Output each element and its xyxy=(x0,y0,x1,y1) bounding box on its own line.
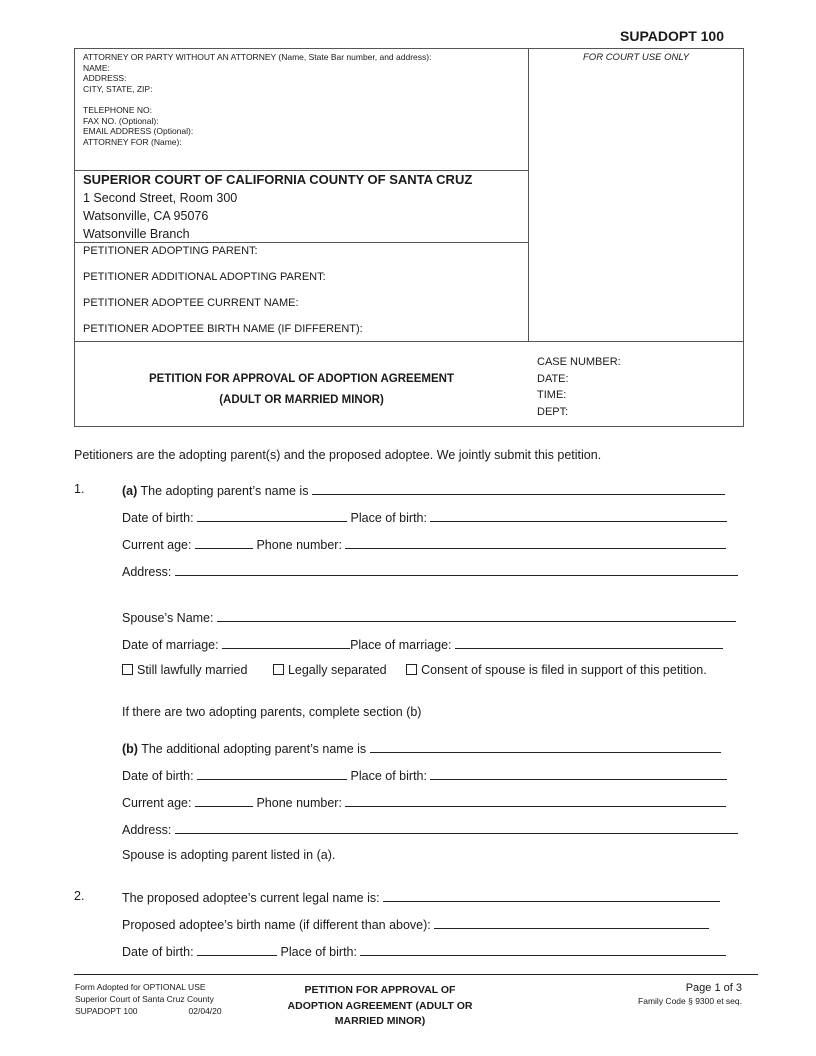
footer-court: Superior Court of Santa Cruz County xyxy=(75,994,214,1004)
dob-label: Date of birth: xyxy=(122,769,194,783)
dob-label: Date of birth: xyxy=(122,945,194,959)
footer-title xyxy=(280,983,480,1030)
attorney-address: ADDRESS: xyxy=(83,73,127,84)
case-title-line: PETITION FOR APPROVAL OF ADOPTION AGREEMENT xyxy=(149,373,454,385)
address-line[interactable] xyxy=(175,821,738,834)
case-title-subline: (ADULT OR MARRIED MINOR) xyxy=(219,394,384,406)
dob-label: Date of birth: xyxy=(122,511,194,525)
age-line[interactable] xyxy=(195,794,253,807)
field-age-phone-b[interactable] xyxy=(122,794,726,810)
place-marriage-line[interactable] xyxy=(455,636,723,649)
dob-line[interactable] xyxy=(197,767,347,780)
case-title xyxy=(75,369,528,411)
case-info xyxy=(537,354,621,420)
field-age-phone-a[interactable] xyxy=(122,536,726,552)
spouse-name-label: Spouse’s Name: xyxy=(122,611,214,625)
adoptee-birth-name-line[interactable] xyxy=(434,916,709,929)
attorney-email: EMAIL ADDRESS (Optional): xyxy=(83,126,194,137)
pob-label: Place of birth: xyxy=(280,945,357,959)
footer-title-line: MARRIED MINOR) xyxy=(334,1015,426,1027)
field-marriage[interactable] xyxy=(122,636,723,652)
attorney-city: CITY, STATE, ZIP: xyxy=(83,83,153,94)
spouse-note: Spouse is adopting parent listed in (a). xyxy=(122,848,336,862)
checkbox-label: Legally separated xyxy=(287,663,387,677)
footer-form-id: SUPADOPT 100 xyxy=(75,1006,138,1016)
pob-label: Place of birth: xyxy=(350,511,427,525)
court-address-line: Watsonville, CA 95076 xyxy=(83,209,209,223)
field-adopting-parent-name[interactable] xyxy=(122,482,725,498)
dept-label: DEPT: xyxy=(537,405,569,418)
checkbox-label: Still lawfully married xyxy=(137,663,248,677)
checkbox-icon xyxy=(406,664,417,675)
parties-block xyxy=(83,245,363,349)
adoptee-current-name-label: The proposed adoptee’s current legal name is: xyxy=(122,891,380,905)
field-address-a[interactable] xyxy=(122,563,738,579)
date-marriage-label: Date of marriage: xyxy=(122,638,219,652)
form-id: SUPADOPT 100 xyxy=(620,28,724,44)
field-dob-pob-a[interactable] xyxy=(122,509,727,525)
field-spouse-name[interactable] xyxy=(122,609,736,625)
attorney-fax: FAX NO. (Optional): xyxy=(83,115,159,126)
footer-right xyxy=(638,981,742,1007)
adopting-parent-name-label: The adopting parent’s name is xyxy=(140,484,309,498)
phone-label: Phone number: xyxy=(256,796,342,810)
phone-line[interactable] xyxy=(345,536,726,549)
pob-line[interactable] xyxy=(430,509,727,522)
attorney-header: ATTORNEY OR PARTY WITHOUT AN ATTORNEY (Name, State Bar number, and address): xyxy=(83,52,432,62)
phone-line[interactable] xyxy=(345,794,726,807)
age-line[interactable] xyxy=(195,536,253,549)
age-label: Current age: xyxy=(122,796,192,810)
adoptee-current-name-line[interactable] xyxy=(383,889,720,902)
field-adoptee-birth-name[interactable] xyxy=(122,916,709,932)
attorney-telephone: TELEPHONE NO: xyxy=(83,104,152,115)
footer-form-date: 02/04/20 xyxy=(188,1006,222,1016)
checkbox-icon xyxy=(122,664,133,675)
court-block xyxy=(83,171,472,243)
caption-box xyxy=(74,48,744,427)
address-line[interactable] xyxy=(175,563,738,576)
field-additional-parent-name[interactable] xyxy=(122,740,721,756)
section-2-number: 2. xyxy=(74,889,85,903)
date-marriage-line[interactable] xyxy=(222,636,350,649)
party-adoptee-birth: PETITIONER ADOPTEE BIRTH NAME (IF DIFFERENT): xyxy=(83,323,363,335)
intro-text: Petitioners are the adopting parent(s) and the proposed adoptee. We jointly submit this petition. xyxy=(74,448,602,462)
spouse-name-line[interactable] xyxy=(217,609,736,622)
checkbox-label: Consent of spouse is filed in support of this petition. xyxy=(421,663,707,677)
additional-parent-name-label: The additional adopting parent’s name is xyxy=(141,742,367,756)
adoptee-birth-name-label: Proposed adoptee’s birth name (if different than above): xyxy=(122,918,431,932)
field-adoptee-current-name[interactable] xyxy=(122,889,720,905)
party-adoptee-current: PETITIONER ADOPTEE CURRENT NAME: xyxy=(83,297,299,309)
field-address-b[interactable] xyxy=(122,821,738,837)
age-label: Current age: xyxy=(122,538,192,552)
date-label: DATE: xyxy=(537,372,569,385)
place-marriage-label: Place of marriage: xyxy=(350,638,452,652)
adopting-parent-name-line[interactable] xyxy=(312,482,725,495)
court-branch: Watsonville Branch xyxy=(83,227,190,241)
field-adoptee-dob-pob[interactable] xyxy=(122,943,726,959)
dob-line[interactable] xyxy=(197,943,277,956)
checkbox-still-married[interactable] xyxy=(122,663,247,677)
address-label: Address: xyxy=(122,565,172,579)
pob-label: Place of birth: xyxy=(350,769,427,783)
field-dob-pob-b[interactable] xyxy=(122,767,727,783)
dob-line[interactable] xyxy=(197,509,347,522)
checkbox-spouse-consent[interactable] xyxy=(406,663,707,677)
family-code-ref: Family Code § 9300 et seq. xyxy=(638,996,742,1006)
attorney-block xyxy=(83,52,431,147)
phone-label: Phone number: xyxy=(256,538,342,552)
case-number-label: CASE NUMBER: xyxy=(537,356,621,368)
attorney-name: NAME: xyxy=(83,62,110,73)
checkbox-icon xyxy=(273,664,284,675)
section-1-number: 1. xyxy=(74,482,85,496)
additional-parent-name-line[interactable] xyxy=(370,740,721,753)
attorney-for: ATTORNEY FOR (Name): xyxy=(83,136,182,147)
footer-left xyxy=(75,981,222,1017)
marital-status-checkboxes xyxy=(122,663,707,677)
page-number: Page 1 of 3 xyxy=(685,982,742,994)
pob-line[interactable] xyxy=(360,943,726,956)
two-parents-note: If there are two adopting parents, complete section (b) xyxy=(122,705,422,719)
footer-form-row xyxy=(75,1005,222,1017)
subsection-b-label: (b) xyxy=(122,742,138,756)
checkbox-legally-separated[interactable] xyxy=(273,663,387,677)
footer-adopted-note: Form Adopted for OPTIONAL USE xyxy=(75,982,206,992)
address-label: Address: xyxy=(122,823,172,837)
court-name: SUPERIOR COURT OF CALIFORNIA COUNTY OF SANTA CRUZ xyxy=(83,172,473,187)
subsection-a-label: (a) xyxy=(122,484,138,498)
pob-line[interactable] xyxy=(430,767,727,780)
time-label: TIME: xyxy=(537,389,567,401)
court-address-line: 1 Second Street, Room 300 xyxy=(83,191,238,205)
party-additional-parent: PETITIONER ADDITIONAL ADOPTING PARENT: xyxy=(83,271,326,283)
footer-divider xyxy=(74,974,758,975)
footer-title-line: PETITION FOR APPROVAL OF xyxy=(304,984,456,996)
court-use-label: FOR COURT USE ONLY xyxy=(583,52,690,63)
footer-title-line: ADOPTION AGREEMENT (ADULT OR xyxy=(287,999,473,1012)
party-adopting-parent: PETITIONER ADOPTING PARENT: xyxy=(83,245,258,257)
